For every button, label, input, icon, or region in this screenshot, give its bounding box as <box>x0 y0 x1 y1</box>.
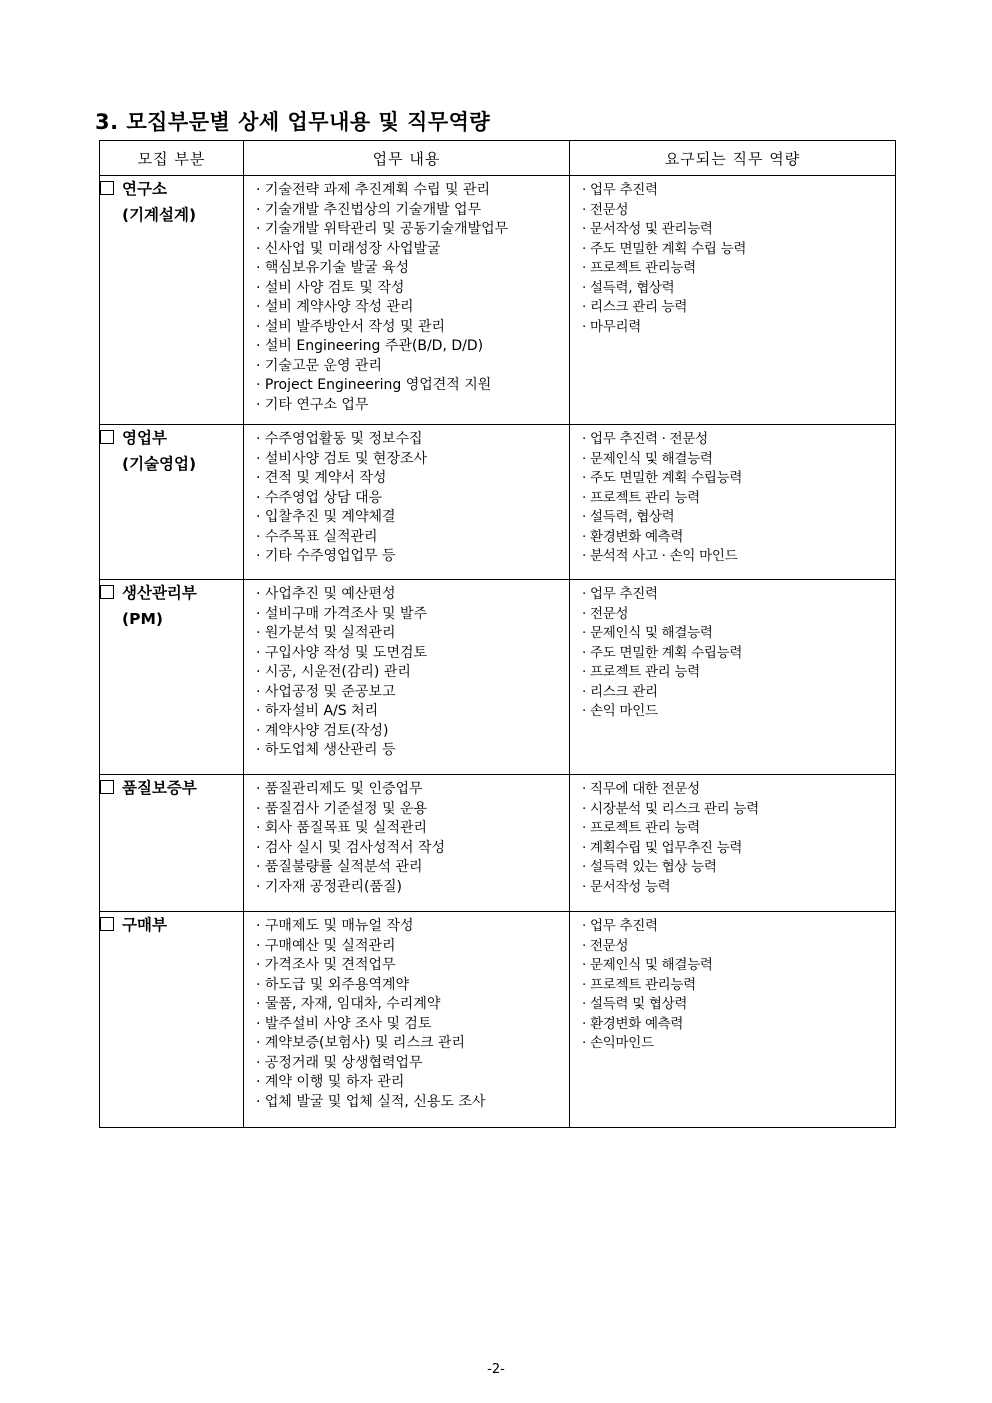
competency-item: · 주도 면밀한 계획 수립능력 <box>582 470 743 486</box>
competency-item: · 문서작성 능력 <box>582 878 671 895</box>
competency-item: · 업무 추진력 <box>582 586 658 602</box>
department-name <box>100 775 243 801</box>
job-details-table <box>99 140 896 1128</box>
competency-item: · 설득력, 협상력 <box>582 509 675 525</box>
tasks-cell <box>244 775 570 912</box>
checkbox-icon <box>100 917 114 931</box>
task-item: · 기자재 공정관리(품질) <box>256 878 402 895</box>
department-cell <box>100 775 244 912</box>
department-subtitle: (PM) <box>122 610 163 628</box>
task-item: · 원가분석 및 실적관리 <box>256 625 396 641</box>
checkbox-icon <box>100 780 114 794</box>
department-label: 영업부 <box>122 429 167 447</box>
task-list <box>244 176 569 415</box>
table-row <box>100 912 896 1128</box>
table-row <box>100 425 896 580</box>
department-label: 생산관리부 <box>122 584 197 602</box>
competency-item: · 프로젝트 관리능력 <box>582 976 696 993</box>
competencies-cell <box>570 176 896 425</box>
task-item: · 기타 연구소 업무 <box>256 396 369 413</box>
header-competencies: 요구되는 직무 역량 <box>570 141 896 176</box>
competency-item: · 문제인식 및 해결능력 <box>582 625 713 641</box>
competency-item: · 손익 마인드 <box>582 703 658 719</box>
competency-item: · 전문성 <box>582 937 629 954</box>
competency-list <box>570 580 895 722</box>
task-item: · 입찰추진 및 계약체결 <box>256 509 396 525</box>
task-item: · 수주영업 상담 대응 <box>256 489 382 506</box>
competency-item: · 환경변화 예측력 <box>582 528 684 545</box>
competency-item: · 직무에 대한 전문성 <box>582 781 700 797</box>
tasks-cell <box>244 912 570 1128</box>
competency-item: · 분석적 사고 · 손익 마인드 <box>582 548 738 564</box>
checkbox-icon <box>100 585 114 599</box>
task-list <box>244 912 569 1112</box>
department-label: 구매부 <box>122 916 167 934</box>
competency-item: · 문제인식 및 해결능력 <box>582 957 713 973</box>
competency-item: · 프로젝트 관리능력 <box>582 260 696 276</box>
competency-item: · 주도 면밀한 계획 수립 능력 <box>582 240 747 257</box>
task-item: · 설비 Engineering 주관(B/D, D/D) <box>256 338 484 354</box>
tasks-cell <box>244 580 570 775</box>
task-item: · 기술고문 운영 관리 <box>256 357 382 374</box>
competency-item: · 리스크 관리 <box>582 683 658 700</box>
task-item: · 설비사양 검토 및 현장조사 <box>256 450 428 467</box>
header-department: 모집 부분 <box>100 141 244 176</box>
task-item: · 시공, 시운전(감리) 관리 <box>256 664 411 680</box>
competency-list <box>570 425 895 567</box>
task-item: · 하도업체 생산관리 등 <box>256 742 396 758</box>
competency-item: · 업무 추진력 <box>582 182 658 198</box>
task-item: · 하자설비 A/S 처리 <box>256 703 379 719</box>
tasks-cell <box>244 425 570 580</box>
task-item: · 물품, 자재, 임대차, 수리계약 <box>256 996 441 1012</box>
section-title: 3. 모집부문별 상세 업무내용 및 직무역량 <box>95 110 491 134</box>
competency-item: · 환경변화 예측력 <box>582 1015 684 1032</box>
task-item: · 검사 실시 및 검사성적서 작성 <box>256 839 445 856</box>
competency-item: · 설득력 및 협상력 <box>582 996 688 1012</box>
competency-item: · 시장분석 및 리스크 관리 능력 <box>582 800 759 817</box>
competency-item: · 주도 면밀한 계획 수립능력 <box>582 644 743 661</box>
task-item: · 설비 발주방안서 작성 및 관리 <box>256 318 445 335</box>
task-item: · 설비구매 가격조사 및 발주 <box>256 605 428 622</box>
department-cell <box>100 176 244 425</box>
task-item: · 구매제도 및 매뉴얼 작성 <box>256 918 414 934</box>
task-item: · 업체 발굴 및 업체 실적, 신용도 조사 <box>256 1093 486 1110</box>
task-item: · 가격조사 및 견적업무 <box>256 957 396 973</box>
task-item: · 사업공정 및 준공보고 <box>256 683 396 700</box>
task-item: · 설비 계약사양 작성 관리 <box>256 299 414 315</box>
task-item: · 수주영업활동 및 정보수집 <box>256 431 423 447</box>
task-item: · 기술개발 추진법상의 기술개발 업무 <box>256 201 482 218</box>
competency-item: · 업무 추진력 <box>582 918 658 934</box>
task-item: · 품질불량률 실적분석 관리 <box>256 859 423 875</box>
department-name <box>100 176 243 202</box>
task-item: · 하도급 및 외주용역계약 <box>256 976 410 993</box>
competency-item: · 설득력, 협상력 <box>582 279 675 296</box>
competency-item: · 전문성 <box>582 605 629 622</box>
task-item: · 계약사양 검토(작성) <box>256 722 389 739</box>
task-item: · 품질검사 기준설정 및 운용 <box>256 800 428 817</box>
task-list <box>244 580 569 761</box>
competency-item: · 손익마인드 <box>582 1035 654 1051</box>
competency-list <box>570 176 895 337</box>
competency-item: · 문제인식 및 해결능력 <box>582 450 713 467</box>
department-label: 연구소 <box>122 180 167 198</box>
task-item: · 기타 수주영업업무 등 <box>256 548 396 564</box>
competency-item: · 프로젝트 관리 능력 <box>582 820 700 836</box>
department-cell <box>100 425 244 580</box>
department-name <box>100 425 243 451</box>
task-item: · 계약보증(보험사) 및 리스크 관리 <box>256 1035 465 1051</box>
task-item: · 기술개발 위탁관리 및 공동기술개발업무 <box>256 221 509 237</box>
task-list <box>244 775 569 897</box>
competency-item: · 프로젝트 관리 능력 <box>582 489 700 506</box>
tasks-cell <box>244 176 570 425</box>
task-item: · 구입사양 작성 및 도면검토 <box>256 644 428 661</box>
task-item: · 회사 품질목표 및 실적관리 <box>256 820 428 836</box>
department-cell <box>100 580 244 775</box>
competencies-cell <box>570 775 896 912</box>
competency-list <box>570 912 895 1054</box>
competency-item: · 전문성 <box>582 201 629 218</box>
task-item: · 핵심보유기술 발굴 육성 <box>256 260 410 276</box>
competency-item: · 문서작성 및 관리능력 <box>582 221 713 237</box>
competency-item: · 리스크 관리 능력 <box>582 299 688 315</box>
department-subtitle: (기계설계) <box>122 206 197 224</box>
department-name <box>100 912 243 938</box>
competencies-cell <box>570 425 896 580</box>
checkbox-icon <box>100 430 114 444</box>
competency-item: · 업무 추진력 · 전문성 <box>582 431 708 447</box>
table-row <box>100 580 896 775</box>
competency-item: · 프로젝트 관리 능력 <box>582 664 700 680</box>
task-item: · 사업추진 및 예산편성 <box>256 586 396 602</box>
page-number: -2- <box>487 1362 505 1377</box>
header-tasks: 업무 내용 <box>244 141 570 176</box>
department-cell <box>100 912 244 1128</box>
task-item: · 신사업 및 미래성장 사업발굴 <box>256 240 441 257</box>
competency-item: · 마무리력 <box>582 318 641 335</box>
task-item: · 구매예산 및 실적관리 <box>256 937 396 954</box>
competency-item: · 설득력 있는 협상 능력 <box>582 859 717 875</box>
task-item: · 발주설비 사양 조사 및 검토 <box>256 1015 432 1032</box>
task-item: · 품질관리제도 및 인증업무 <box>256 781 423 797</box>
competencies-cell <box>570 580 896 775</box>
competency-item: · 계획수립 및 업무추진 능력 <box>582 839 743 856</box>
table-row <box>100 176 896 425</box>
task-item: · 공정거래 및 상생협력업무 <box>256 1054 423 1071</box>
department-name <box>100 580 243 606</box>
department-subtitle: (기술영업) <box>122 455 197 473</box>
competencies-cell <box>570 912 896 1128</box>
table-header-row <box>100 141 896 176</box>
department-label: 품질보증부 <box>122 779 197 797</box>
task-item: · 설비 사양 검토 및 작성 <box>256 279 405 296</box>
task-item: · 견적 및 계약서 작성 <box>256 470 387 486</box>
task-item: · 기술전략 과제 추진계획 수립 및 관리 <box>256 182 491 198</box>
task-item: · 수주목표 실적관리 <box>256 528 378 545</box>
task-item: · Project Engineering 영업견적 지원 <box>256 377 492 393</box>
table-row <box>100 775 896 912</box>
task-list <box>244 425 569 567</box>
task-item: · 계약 이행 및 하자 관리 <box>256 1074 405 1090</box>
competency-list <box>570 775 895 897</box>
checkbox-icon <box>100 181 114 195</box>
